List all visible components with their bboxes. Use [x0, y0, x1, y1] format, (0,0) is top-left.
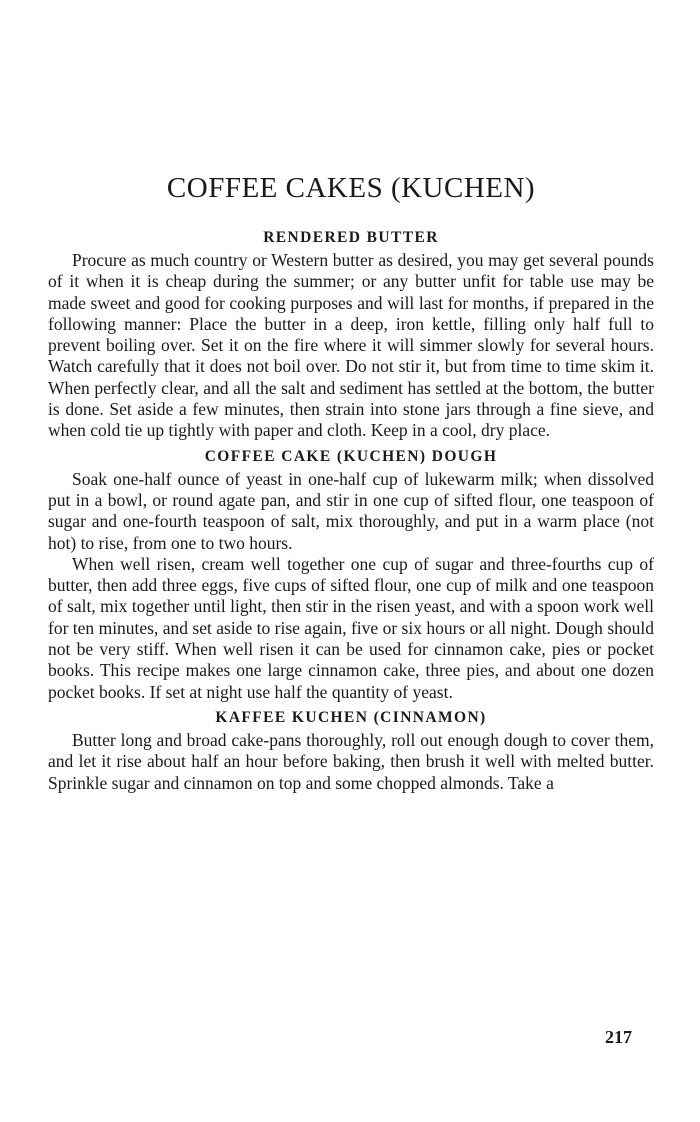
section-heading: RENDERED BUTTER	[263, 229, 439, 246]
chapter-title: COFFEE CAKES (KUCHEN)	[166, 172, 536, 204]
section-coffee-cake-dough	[48, 448, 654, 703]
section-kaffee-kuchen	[48, 709, 654, 794]
paragraph: Soak one-half ounce of yeast in one-half cup of lukewarm milk; when dissolved put in a bowl, or round agate pan, and stir in one cup of sifted flour, one teaspoon of sugar and one-fourth teaspoon of salt, mix thoroughly, and put in a warm place (not hot) to rise, from one to two hours.	[48, 468, 654, 553]
paragraph: Procure as much country or Western butter as desired, you may get several pounds of it when it is cheap during the summer; or any butter unfit for table use may be made sweet and good for cooking purposes and will last for months, if prepared in the following manner: Place the butter in a deep, iron kettle, filling only half full to prevent boiling over. Set it on the fire where it will simmer slowly for several hours. Watch carefully that it does not boil over. Do not stir it, but from time to time skim it. When perfectly clear, and all the salt and sediment has settled at the bottom, the butter is done. Set aside a few minutes, then strain into stone jars through a fine sieve, and when cold tie up tightly with paper and cloth. Keep in a cool, dry place.	[48, 250, 654, 441]
paragraph: When well risen, cream well together one cup of sugar and three-fourths cup of butter, then add three eggs, five cups of sifted flour, one cup of milk and one teaspoon of salt, mix together until light, then stir in the risen yeast, and with a spoon work well for ten minutes, and set aside to rise again, five or six hours or all night. Dough should not be very stiff. When well risen it can be used for cinnamon cake, pies or pocket books. This recipe makes one large cinnamon cake, three pies, and about one dozen pocket books. If set at night use half the quantity of yeast.	[48, 553, 654, 702]
page-number: 217	[605, 1027, 632, 1047]
section-rendered-butter	[48, 229, 654, 442]
page-content	[48, 172, 654, 794]
paragraph: Butter long and broad cake-pans thoroughly, roll out enough dough to cover them, and let it rise about half an hour before baking, then brush it well with melted butter. Sprinkle sugar and cinnamon on top and some chopped almonds. Take a	[48, 729, 654, 793]
section-heading: KAFFEE KUCHEN (CINNAMON)	[215, 708, 487, 726]
section-heading: COFFEE CAKE (KUCHEN) DOUGH	[204, 447, 498, 465]
